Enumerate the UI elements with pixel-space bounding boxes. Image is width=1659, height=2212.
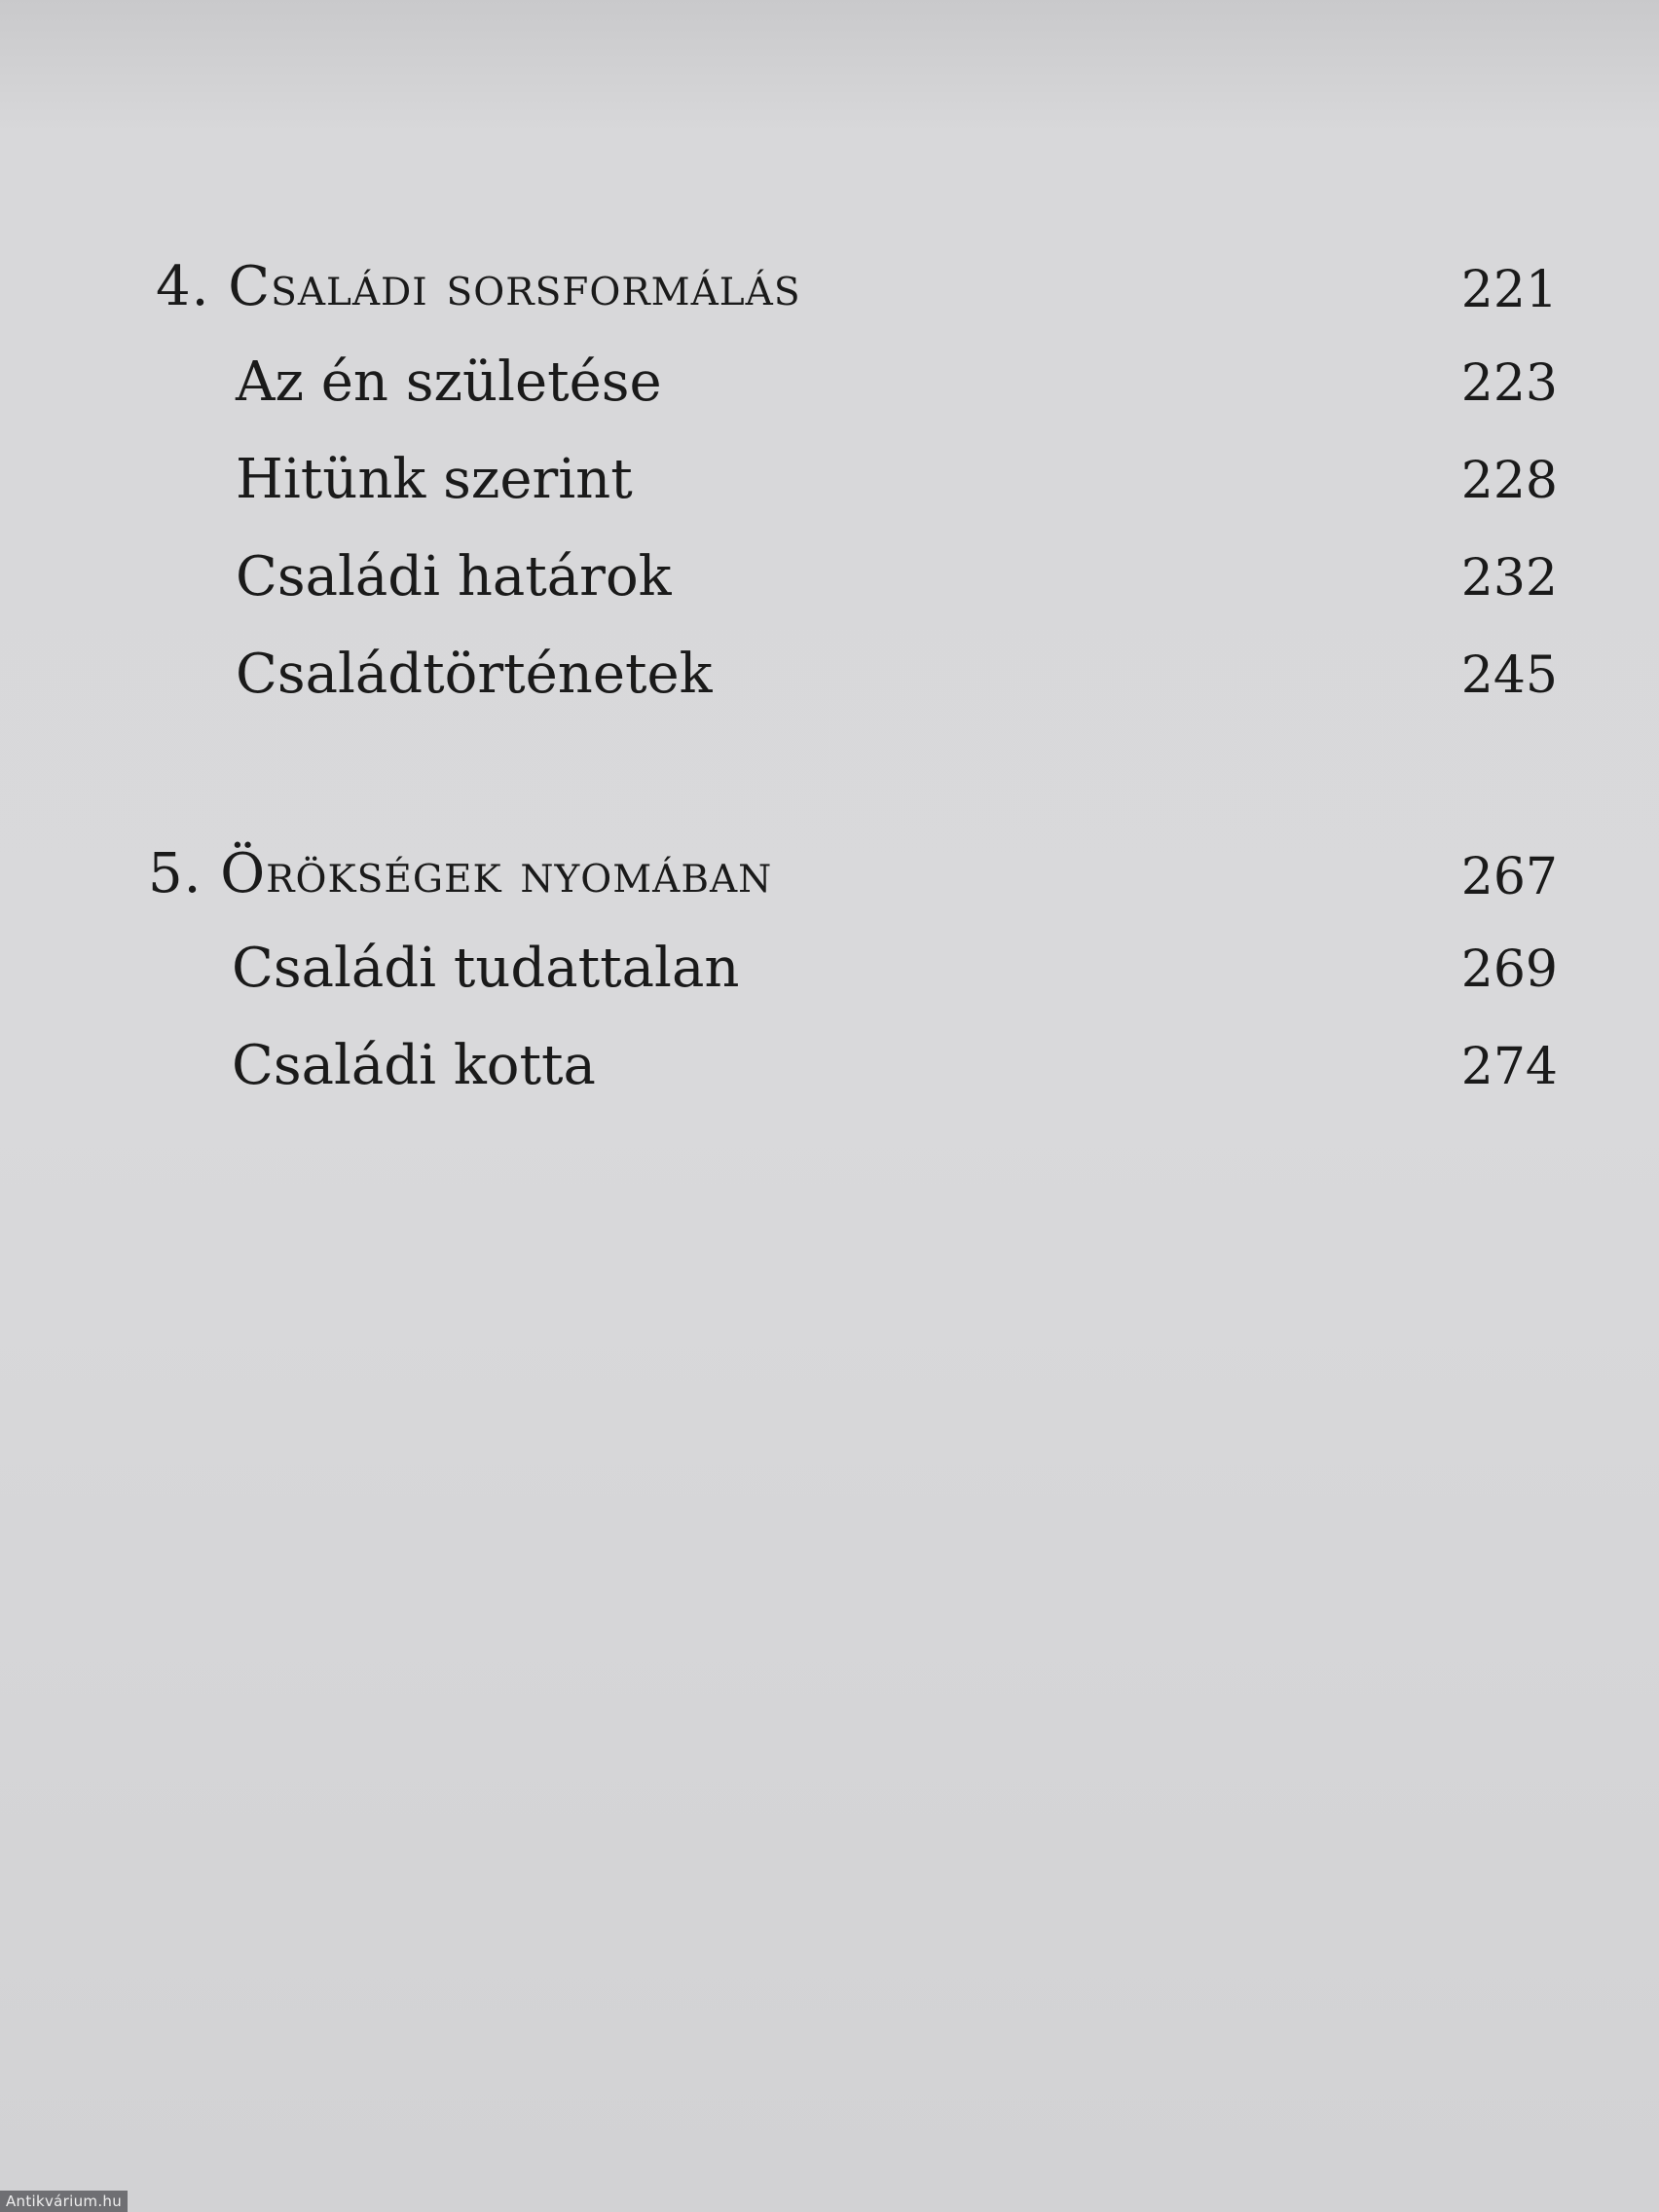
entry-title: Hitünk szerint bbox=[236, 448, 633, 511]
chapter-number: 5. bbox=[148, 842, 203, 905]
watermark-label: Antikvárium.hu bbox=[0, 2191, 128, 2212]
toc-entry bbox=[0, 643, 1659, 720]
toc-entry bbox=[0, 545, 1659, 623]
chapter-name: Családi sorsformálás bbox=[228, 255, 801, 318]
toc-chapter-4 bbox=[0, 255, 1659, 333]
page-number: 223 bbox=[1460, 354, 1558, 413]
entry-title: Az én születése bbox=[236, 350, 662, 414]
entry-title: Családi határok bbox=[236, 545, 672, 608]
page-number: 269 bbox=[1460, 940, 1558, 999]
toc-entry bbox=[0, 448, 1659, 526]
page-number: 245 bbox=[1460, 646, 1558, 705]
entry-title: Családtörténetek bbox=[236, 643, 713, 706]
toc-chapter-5 bbox=[0, 842, 1659, 920]
page-number: 232 bbox=[1460, 549, 1558, 608]
toc-entry bbox=[0, 937, 1659, 1014]
page-number: 274 bbox=[1460, 1038, 1558, 1096]
chapter-title bbox=[148, 842, 772, 905]
entry-title: Családi tudattalan bbox=[232, 937, 740, 1000]
entry-title: Családi kotta bbox=[232, 1034, 596, 1097]
toc-entry bbox=[0, 350, 1659, 428]
page-number: 221 bbox=[1460, 261, 1558, 319]
page-number: 228 bbox=[1460, 452, 1558, 510]
chapter-title bbox=[156, 255, 801, 318]
chapter-name: Örökségek nyomában bbox=[220, 842, 773, 905]
page-number: 267 bbox=[1460, 848, 1558, 906]
chapter-number: 4. bbox=[156, 255, 210, 318]
toc-entry bbox=[0, 1034, 1659, 1112]
